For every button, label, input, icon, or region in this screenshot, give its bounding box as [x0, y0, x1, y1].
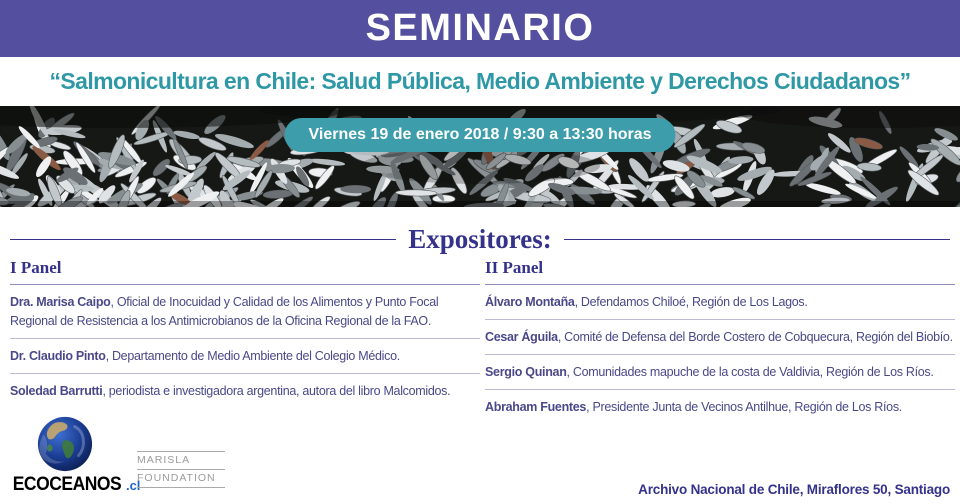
top-banner — [0, 0, 960, 57]
speaker-entry — [485, 285, 955, 319]
venue-address: Archivo Nacional de Chile, Miraflores 50, Santiago — [638, 482, 950, 497]
speaker-name: Soledad Barrutti — [10, 384, 103, 398]
seminar-banner-title: SEMINARIO — [365, 7, 595, 49]
marisla-logo-line2: FOUNDATION — [137, 469, 225, 487]
marisla-logo-rule — [137, 487, 225, 488]
panel-1-column — [10, 258, 480, 408]
speaker-description: , Oficial de Inocuidad y Calidad de los Alimentos y Punto Focal — [110, 295, 439, 309]
ecoceanos-logo-tld: .cl — [125, 478, 141, 493]
heading-rule-right — [564, 239, 950, 240]
date-time-badge: Viernes 19 de enero 2018 / 9:30 a 13:30 horas — [284, 118, 675, 152]
expositores-heading: Expositores: — [408, 223, 552, 254]
speaker-entry — [10, 338, 480, 373]
speaker-entry — [10, 373, 480, 408]
speaker-description: , Defendamos Chiloé, Región de Los Lagos. — [574, 295, 808, 309]
speaker-name: Dr. Claudio Pinto — [10, 349, 106, 363]
speaker-name: Dra. Marisa Caipo — [10, 295, 111, 309]
speaker-name: Cesar Águila — [485, 330, 558, 344]
speaker-name: Abraham Fuentes — [485, 400, 587, 414]
speaker-description: , Presidente Junta de Vecinos Antilhue, Región de Los Ríos. — [586, 400, 902, 414]
speaker-description: , periodista e investigadora argentina, autora del libro Malcomidos. — [102, 384, 451, 398]
marisla-foundation-logo — [137, 451, 225, 488]
speaker-description: , Departamento de Medio Ambiente del Colegio Médico. — [105, 349, 400, 363]
speaker-description: , Comité de Defensa del Borde Costero de Cobquecura, Región del Biobío. — [557, 330, 953, 344]
heading-rule-left — [10, 239, 396, 240]
seminar-headline: “Salmonicultura en Chile: Salud Pública, Medio Ambiente y Derechos Ciudadanos” — [49, 68, 911, 94]
speaker-entry — [485, 319, 955, 354]
dead-fish-photo — [0, 106, 960, 207]
earth-globe-icon — [36, 414, 94, 474]
speaker-entry — [485, 389, 955, 424]
speaker-entry — [485, 354, 955, 389]
panel-2-title: II Panel — [485, 258, 955, 285]
ecoceanos-logo-text: ECOCEANOS — [12, 474, 122, 495]
speaker-entry — [10, 285, 480, 338]
expositores-heading-row — [10, 222, 950, 256]
panel-2-column — [485, 258, 955, 424]
panel-1-title: I Panel — [10, 258, 480, 285]
speaker-description-line2: Regional de Resistencia a los Antimicrobianos de la Oficina Regional de la FAO. — [10, 314, 431, 328]
ecoceanos-logo — [8, 474, 141, 496]
speaker-name: Sergio Quinan — [485, 365, 567, 379]
speaker-description: , Comunidades mapuche de la costa de Valdivia, Región de Los Ríos. — [566, 365, 934, 379]
speaker-name: Álvaro Montaña — [485, 295, 575, 309]
headline-strip — [0, 57, 960, 106]
marisla-logo-line1: MARISLA — [137, 451, 225, 469]
